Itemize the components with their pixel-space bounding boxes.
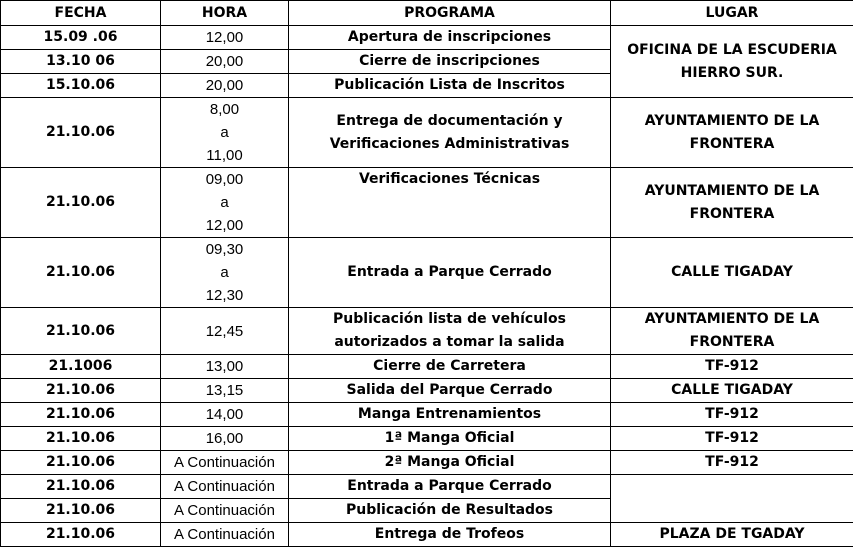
programa-cell: Entrega de documentación y Verificaciones Administrativas	[289, 98, 611, 168]
fecha-cell: 21.10.06	[1, 451, 161, 475]
hora-cell: 13,15	[161, 379, 289, 403]
programa-cell: Publicación Lista de Inscritos	[289, 74, 611, 98]
header-fecha: FECHA	[1, 1, 161, 26]
hora-cell: 09,30 a 12,30	[161, 238, 289, 308]
fecha-cell: 21.10.06	[1, 475, 161, 499]
fecha-cell: 21.10.06	[1, 98, 161, 168]
lugar-cell: CALLE TIGADAY	[611, 238, 853, 308]
programa-cell: 1ª Manga Oficial	[289, 427, 611, 451]
table-row	[1, 355, 853, 379]
hora-cell: A Continuación	[161, 523, 289, 547]
lugar-cell: PLAZA DE TGADAY	[611, 523, 853, 547]
hora-cell: 12,00	[161, 26, 289, 50]
programa-cell: Entrega de Trofeos	[289, 523, 611, 547]
fecha-cell: 21.10.06	[1, 403, 161, 427]
fecha-cell: 21.1006	[1, 355, 161, 379]
hora-cell: A Continuación	[161, 499, 289, 523]
hora-cell: 09,00 a 12,00	[161, 168, 289, 238]
lugar-cell: CALLE TIGADAY	[611, 379, 853, 403]
table-row	[1, 427, 853, 451]
hora-cell: 12,45	[161, 308, 289, 355]
table-row	[1, 98, 853, 168]
table-row	[1, 238, 853, 308]
fecha-cell: 13.10 06	[1, 50, 161, 74]
table-row	[1, 403, 853, 427]
lugar-cell: AYUNTAMIENTO DE LA FRONTERA	[611, 98, 853, 168]
fecha-cell: 15.10.06	[1, 74, 161, 98]
fecha-cell: 21.10.06	[1, 523, 161, 547]
table-row	[1, 26, 853, 50]
hora-cell: A Continuación	[161, 451, 289, 475]
hora-cell: 8,00 a 11,00	[161, 98, 289, 168]
programa-cell: Publicación de Resultados	[289, 499, 611, 523]
lugar-cell: OFICINA DE LA ESCUDERIA HIERRO SUR.	[611, 26, 853, 98]
lugar-cell: AYUNTAMIENTO DE LA FRONTERA	[611, 308, 853, 355]
fecha-cell: 21.10.06	[1, 379, 161, 403]
hora-cell: A Continuación	[161, 475, 289, 499]
programa-cell: Manga Entrenamientos	[289, 403, 611, 427]
hora-cell: 20,00	[161, 50, 289, 74]
programa-cell: Salida del Parque Cerrado	[289, 379, 611, 403]
programa-cell: Publicación lista de vehículos autorizados a tomar la salida	[289, 308, 611, 355]
table-row	[1, 168, 853, 238]
lugar-cell: TF-912	[611, 403, 853, 427]
table-row	[1, 451, 853, 475]
table-row	[1, 379, 853, 403]
fecha-cell: 21.10.06	[1, 427, 161, 451]
programa-cell: Apertura de inscripciones	[289, 26, 611, 50]
fecha-cell: 21.10.06	[1, 499, 161, 523]
hora-cell: 14,00	[161, 403, 289, 427]
header-row	[1, 1, 853, 26]
table-row	[1, 475, 853, 499]
hora-cell: 16,00	[161, 427, 289, 451]
table-row	[1, 523, 853, 547]
programa-cell: Verificaciones Técnicas	[289, 168, 611, 238]
lugar-cell: TF-912	[611, 427, 853, 451]
lugar-cell: AYUNTAMIENTO DE LA FRONTERA	[611, 168, 853, 238]
programa-cell: 2ª Manga Oficial	[289, 451, 611, 475]
fecha-cell: 21.10.06	[1, 308, 161, 355]
fecha-cell: 21.10.06	[1, 168, 161, 238]
programa-cell: Cierre de Carretera	[289, 355, 611, 379]
header-programa: PROGRAMA	[289, 1, 611, 26]
hora-cell: 13,00	[161, 355, 289, 379]
lugar-cell: TF-912	[611, 451, 853, 475]
table-row	[1, 308, 853, 355]
programa-cell: Entrada a Parque Cerrado	[289, 475, 611, 499]
lugar-cell	[611, 475, 853, 523]
programa-cell: Entrada a Parque Cerrado	[289, 238, 611, 308]
lugar-cell: TF-912	[611, 355, 853, 379]
programa-cell: Cierre de inscripciones	[289, 50, 611, 74]
header-hora: HORA	[161, 1, 289, 26]
header-lugar: LUGAR	[611, 1, 853, 26]
hora-cell: 20,00	[161, 74, 289, 98]
fecha-cell: 21.10.06	[1, 238, 161, 308]
fecha-cell: 15.09 .06	[1, 26, 161, 50]
